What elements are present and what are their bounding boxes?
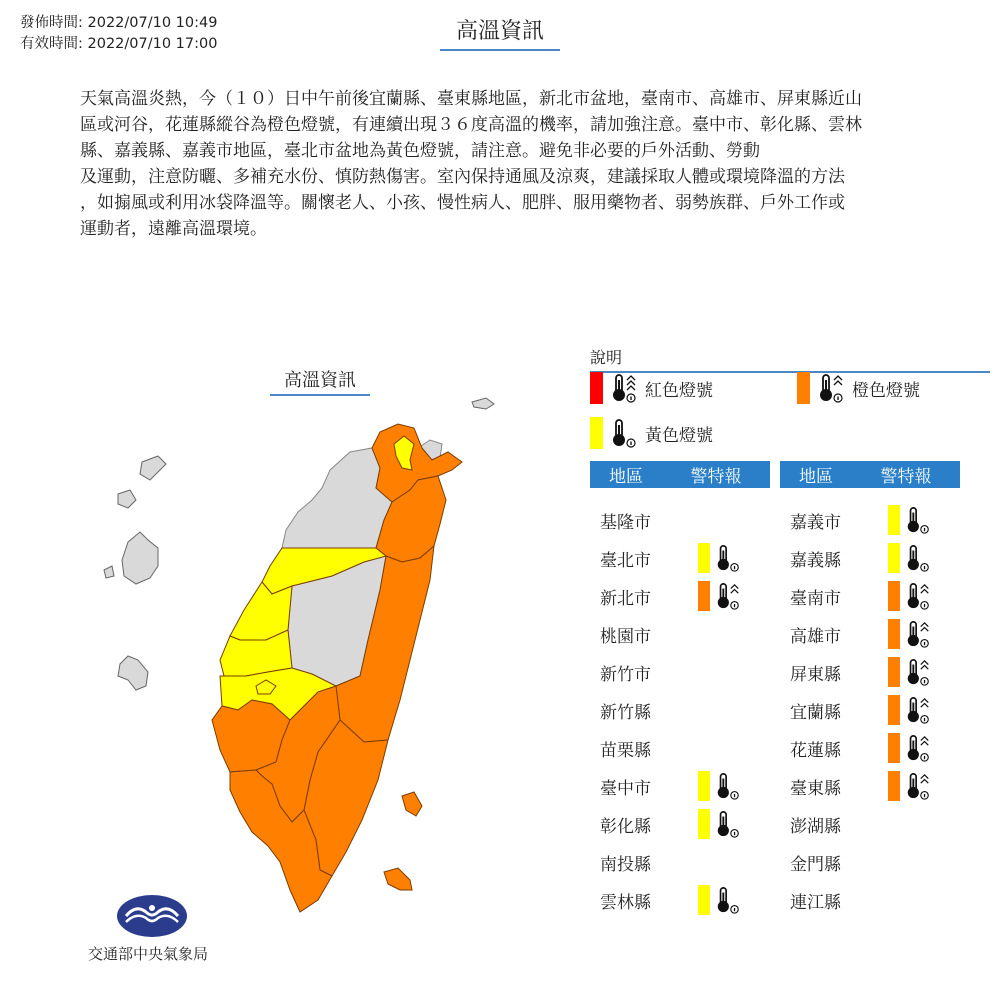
alert-badge-orange <box>888 619 938 649</box>
table-header-right <box>780 461 960 488</box>
thermometer-orange-icon <box>904 619 932 649</box>
map-island-kinmen-2 <box>118 490 136 508</box>
description-line: 縣、嘉義縣、嘉義市地區，臺北市盆地為黃色燈號，請注意。避免非必要的戶外活動、勞動 <box>80 141 760 161</box>
map-island-green <box>402 792 422 816</box>
region-name: 彰化縣 <box>600 816 651 837</box>
table-row <box>790 543 938 573</box>
description-line: 及運動，注意防曬、多補充水份、慎防熱傷害。室內保持通風及涼爽，建議採取人體或環境降溫的方法 <box>80 167 845 187</box>
region-name: 臺東縣 <box>790 778 841 799</box>
alert-swatch <box>888 733 900 763</box>
valid-time: 有效時間: 2022/07/10 17:00 <box>20 36 218 52</box>
region-name: 臺中市 <box>600 778 651 799</box>
legend-item-yellow <box>590 417 713 449</box>
thermometer-yellow-icon <box>714 809 742 839</box>
table-row <box>790 619 938 649</box>
map-island-orchid <box>384 868 412 890</box>
region-name: 連江縣 <box>790 892 841 913</box>
thermometer-red-icon <box>609 372 639 404</box>
region-name: 屏東縣 <box>790 664 841 685</box>
alert-badge-yellow <box>698 809 748 839</box>
alert-badge-orange <box>888 733 938 763</box>
region-name: 嘉義縣 <box>790 550 841 571</box>
alert-swatch <box>698 543 710 573</box>
legend-swatch-red <box>590 372 603 404</box>
alert-badge-orange <box>888 695 938 725</box>
alert-swatch <box>888 657 900 687</box>
table-row <box>600 657 698 687</box>
description-line: 天氣高溫炎熱，今（１０）日中午前後宜蘭縣、臺東縣地區，新北市盆地，臺南市、高雄市、屏東縣近山 <box>80 89 862 109</box>
region-name: 宜蘭縣 <box>790 702 841 723</box>
region-name: 苗栗縣 <box>600 740 651 761</box>
alert-badge-orange <box>888 657 938 687</box>
alert-badge-orange <box>888 581 938 611</box>
alert-badge-yellow <box>888 505 938 535</box>
map-title: 高溫資訊 <box>270 366 370 396</box>
region-name: 金門縣 <box>790 854 841 875</box>
legend-label-red: 紅色燈號 <box>645 380 713 401</box>
col-header-alert: 警特報 <box>690 467 742 487</box>
map-region-changhua <box>230 582 292 640</box>
thermometer-orange-icon <box>904 657 932 687</box>
col-header-alert: 警特報 <box>880 467 932 487</box>
table-row <box>600 581 748 611</box>
alert-badge-yellow <box>698 543 748 573</box>
alert-swatch <box>888 581 900 611</box>
region-name: 嘉義市 <box>790 512 841 533</box>
region-name: 南投縣 <box>600 854 651 875</box>
table-row <box>600 733 698 763</box>
map-island-north <box>472 398 494 409</box>
col-header-region: 地區 <box>609 467 643 487</box>
legend-label-orange: 橙色燈號 <box>852 380 920 401</box>
page-title: 高溫資訊 <box>440 14 560 51</box>
cwb-logo-icon <box>116 894 188 938</box>
table-row <box>790 695 938 725</box>
alert-swatch <box>888 505 900 535</box>
description-line: 區或河谷，花蓮縣縱谷為橙色燈號，有連續出現３６度高溫的機率，請加強注意。臺中市、彰化縣、雲林 <box>80 115 862 135</box>
table-row <box>790 885 888 915</box>
table-row <box>790 809 888 839</box>
alert-swatch <box>888 619 900 649</box>
description-line: ，如搧風或利用冰袋降溫等。關懷老人、小孩、慢性病人、肥胖、服用藥物者、弱勢族群、戶外工作或 <box>80 193 845 213</box>
table-row <box>790 581 938 611</box>
table-row <box>600 543 748 573</box>
region-name: 高雄市 <box>790 626 841 647</box>
map-island-matsu <box>118 656 148 690</box>
alert-swatch <box>698 771 710 801</box>
region-name: 新北市 <box>600 588 651 609</box>
thermometer-yellow-icon <box>904 505 932 535</box>
legend-title: 說明 <box>590 345 990 373</box>
alert-swatch <box>888 771 900 801</box>
table-row <box>600 505 698 535</box>
table-row <box>790 733 938 763</box>
legend-swatch-orange <box>797 372 810 404</box>
alert-swatch <box>698 885 710 915</box>
alert-swatch <box>888 543 900 573</box>
thermometer-yellow-icon <box>714 885 742 915</box>
legend-swatch-yellow <box>590 417 603 449</box>
description-line: 運動者，遠離高溫環境。 <box>80 219 267 239</box>
legend-item-orange <box>797 372 920 404</box>
alert-badge-yellow <box>698 885 748 915</box>
table-row <box>600 847 698 877</box>
alert-badge-orange <box>888 771 938 801</box>
alert-swatch <box>888 695 900 725</box>
table-row <box>790 657 938 687</box>
map-island-penghu <box>122 532 158 584</box>
thermometer-orange-icon <box>904 581 932 611</box>
region-name: 新竹市 <box>600 664 651 685</box>
thermometer-yellow-icon <box>714 771 742 801</box>
col-header-region: 地區 <box>799 467 833 487</box>
region-name: 基隆市 <box>600 512 651 533</box>
thermometer-orange-icon <box>904 771 932 801</box>
table-row <box>600 619 698 649</box>
table-row <box>600 695 698 725</box>
region-name: 澎湖縣 <box>790 816 841 837</box>
thermometer-orange-icon <box>714 581 742 611</box>
alert-badge-yellow <box>698 771 748 801</box>
thermometer-yellow-icon <box>714 543 742 573</box>
map-island-penghu-2 <box>104 566 114 578</box>
region-name: 新竹縣 <box>600 702 651 723</box>
thermometer-yellow-icon <box>609 417 639 449</box>
table-row <box>600 809 748 839</box>
thermometer-orange-icon <box>904 695 932 725</box>
alert-swatch <box>698 809 710 839</box>
issue-time: 發佈時間: 2022/07/10 10:49 <box>20 15 218 31</box>
alert-badge-orange <box>698 581 748 611</box>
legend-item-red <box>590 372 713 404</box>
table-row <box>790 847 888 877</box>
alert-badge-yellow <box>888 543 938 573</box>
region-name: 臺南市 <box>790 588 841 609</box>
region-name: 桃園市 <box>600 626 651 647</box>
legend-label-yellow: 黃色燈號 <box>645 425 713 446</box>
table-row <box>600 885 748 915</box>
region-name: 花蓮縣 <box>790 740 841 761</box>
thermometer-orange-icon <box>904 733 932 763</box>
table-row <box>790 505 938 535</box>
table-header-left <box>590 461 770 488</box>
region-name: 臺北市 <box>600 550 651 571</box>
map-region-gray-north <box>282 448 392 548</box>
alert-swatch <box>698 581 710 611</box>
thermometer-yellow-icon <box>904 543 932 573</box>
map-island-kinmen <box>140 456 166 480</box>
region-name: 雲林縣 <box>600 892 651 913</box>
table-row <box>600 771 748 801</box>
thermometer-orange-icon <box>816 372 846 404</box>
table-row <box>790 771 938 801</box>
agency-name: 交通部中央氣象局 <box>88 945 209 963</box>
